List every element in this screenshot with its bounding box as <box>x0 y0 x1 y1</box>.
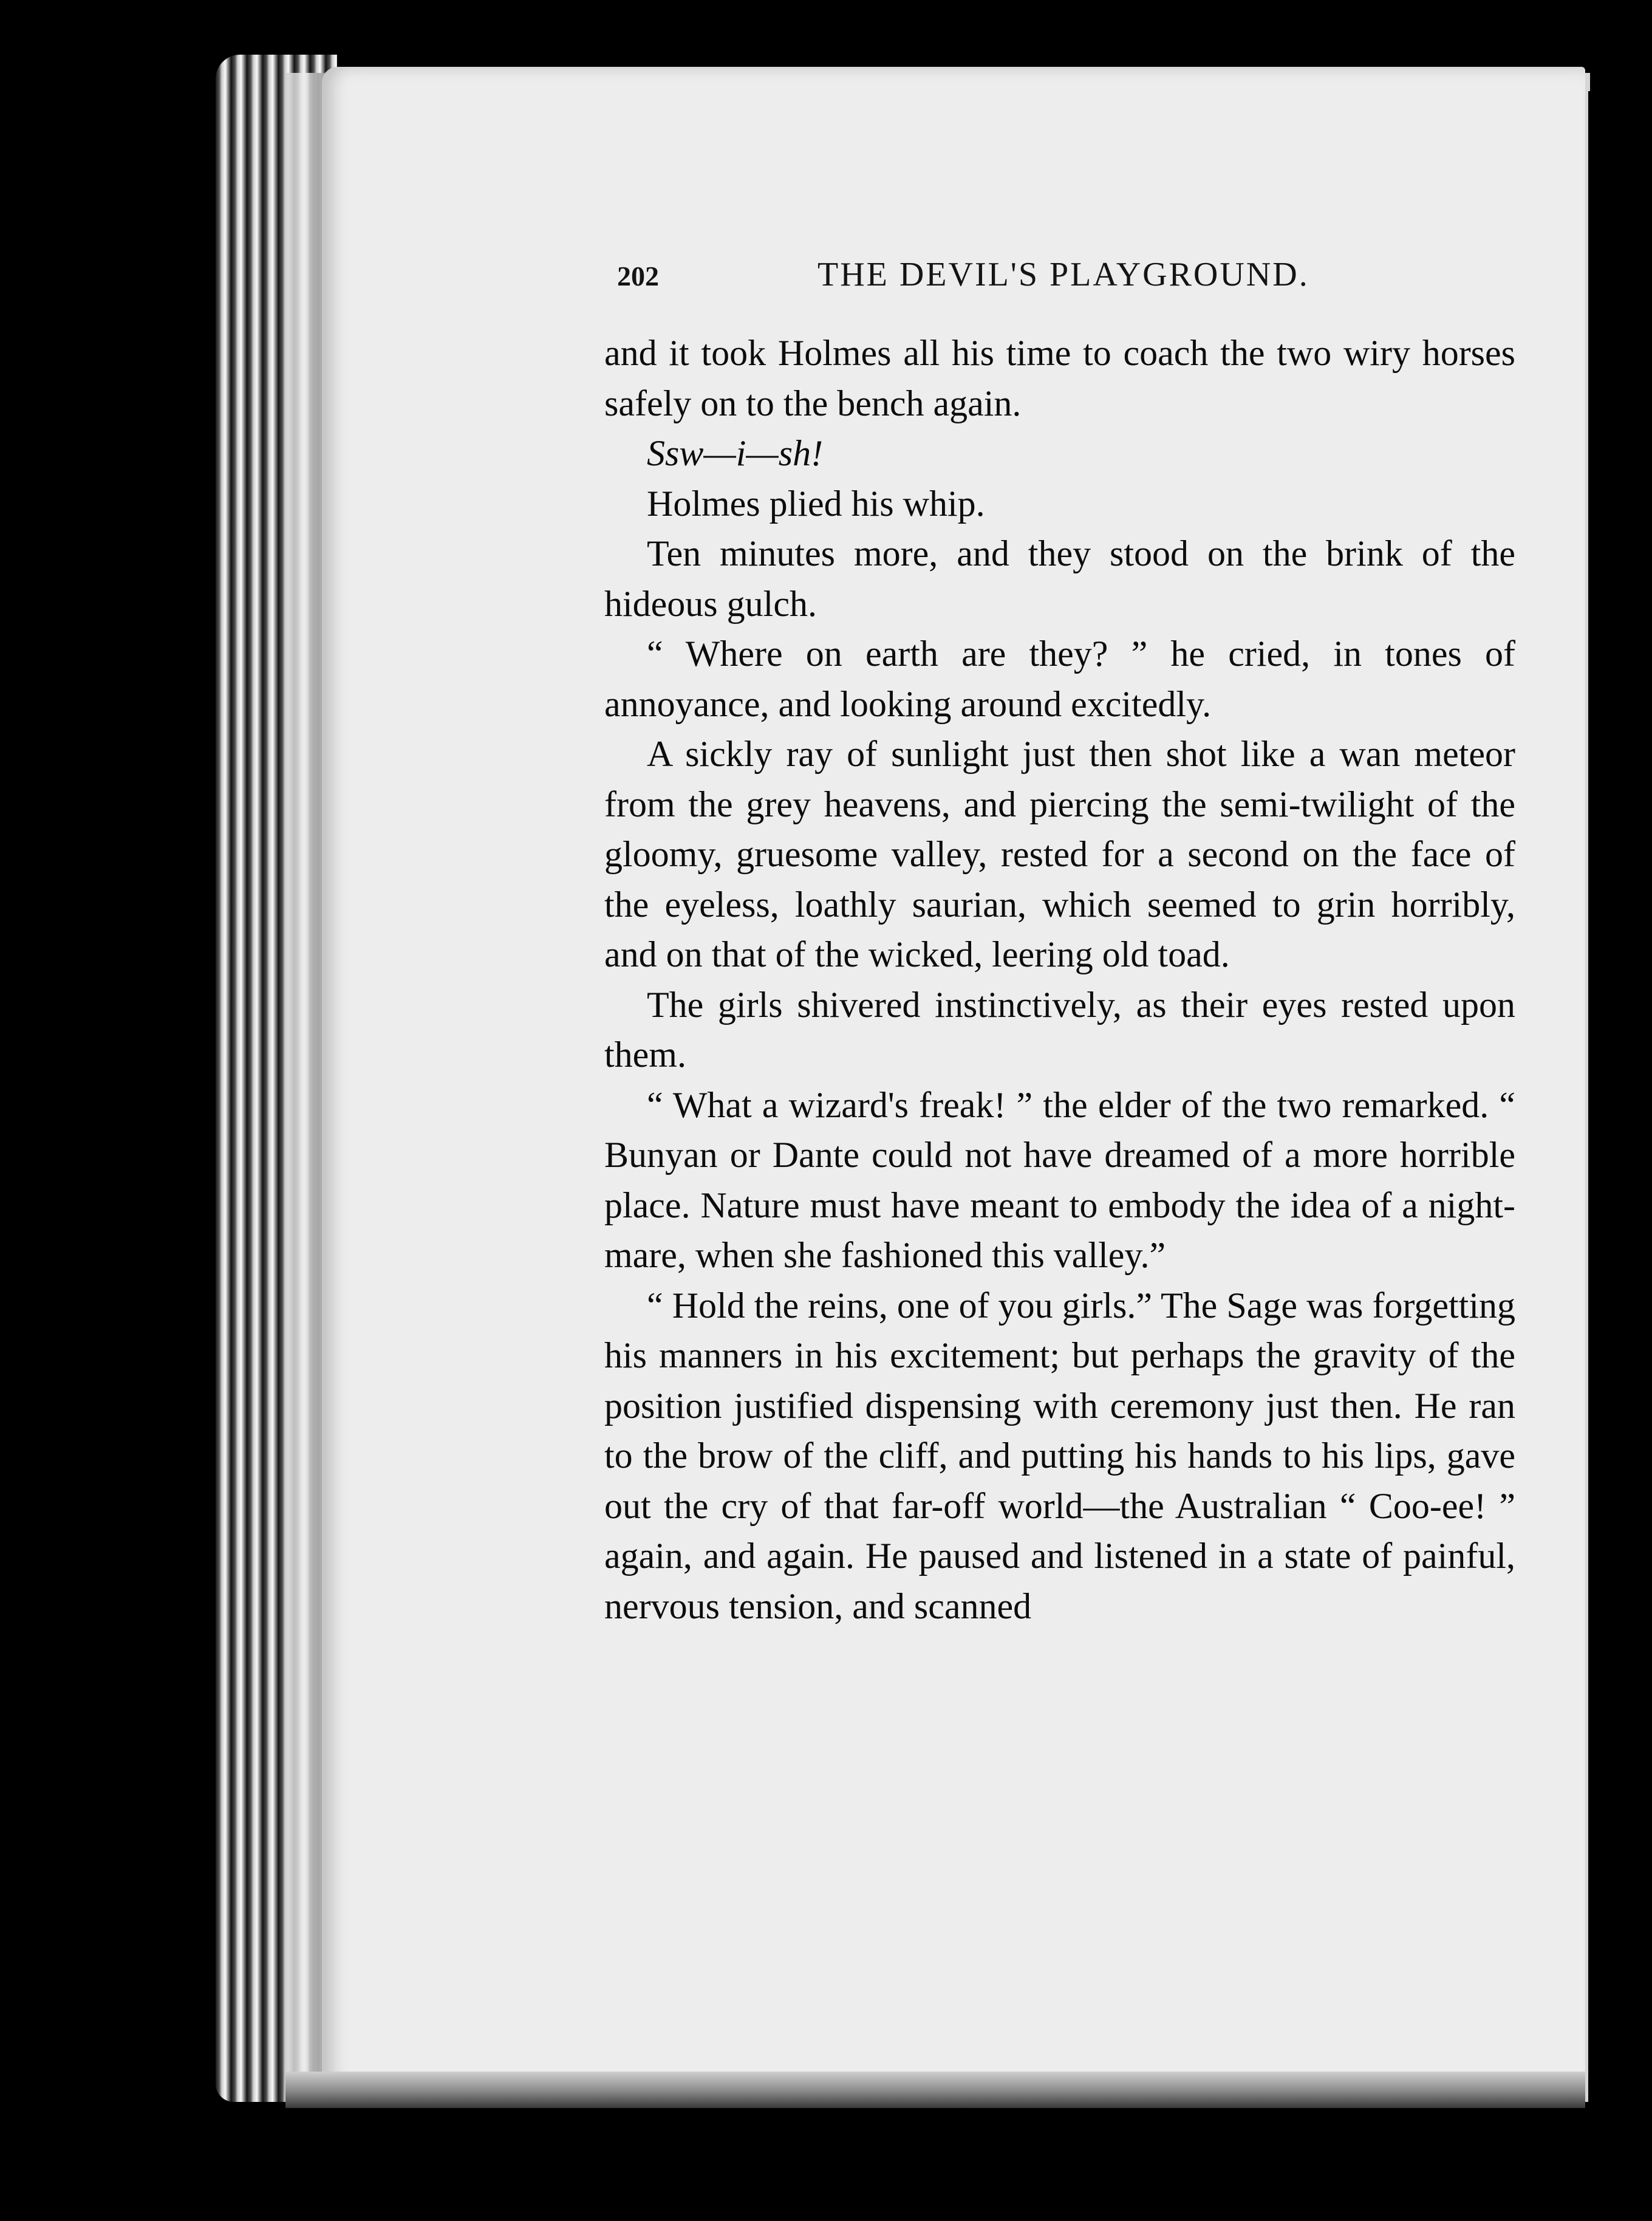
facing-page-dark <box>1588 91 1652 2114</box>
paragraph: Ssw—i—sh! <box>647 433 824 473</box>
paragraph: Holmes plied his whip. <box>647 483 985 524</box>
paragraph: “ What a wizard's freak! ” the elder of the two remarked. “ Bunyan or Dante could not have dreamed of a more horrible place. Nature must have meant to embody the idea of a night-mare, when she fashioned this valley.” <box>604 1084 1515 1275</box>
paragraph: The girls shivered instinctively, as their eyes rested upon them. <box>604 984 1515 1075</box>
page-header <box>617 255 1334 304</box>
book-bottom-edge <box>285 2072 1585 2108</box>
paragraph: A sickly ray of sunlight just then shot like a wan meteor from the grey heavens, and piercing the semi-twilight of the gloomy, gruesome valley, rested for a second on the face of the eyeless, loathly saurian, which seemed to grin horribly, and on that of the wicked, leering old toad. <box>604 734 1515 974</box>
paragraph: “ Where on earth are they? ” he cried, in tones of annoyance, and looking around excitedly. <box>604 634 1515 724</box>
paragraph: Ten minutes more, and they stood on the brink of the hideous gulch. <box>604 533 1515 624</box>
running-head: THE DEVIL'S PLAYGROUND. <box>817 256 1309 293</box>
paragraph: and it took Holmes all his time to coach the two wiry horses safely on to the bench again. <box>604 333 1515 423</box>
paragraph: “ Hold the reins, one of you girls.” The Sage was forgetting his manners in his excitement; but perhaps the gravity of the position justified dispensing with ceremony just then. He ran to the brow of the cliff, and putting his hands to his lips, gave out the cry of that far-off world—the Australian “ Coo-ee! ” again, and again. He paused and listened in a state of painful, nervous tension, and scanned <box>604 1285 1515 1626</box>
body-text <box>604 328 1515 1631</box>
page-number: 202 <box>617 261 659 292</box>
